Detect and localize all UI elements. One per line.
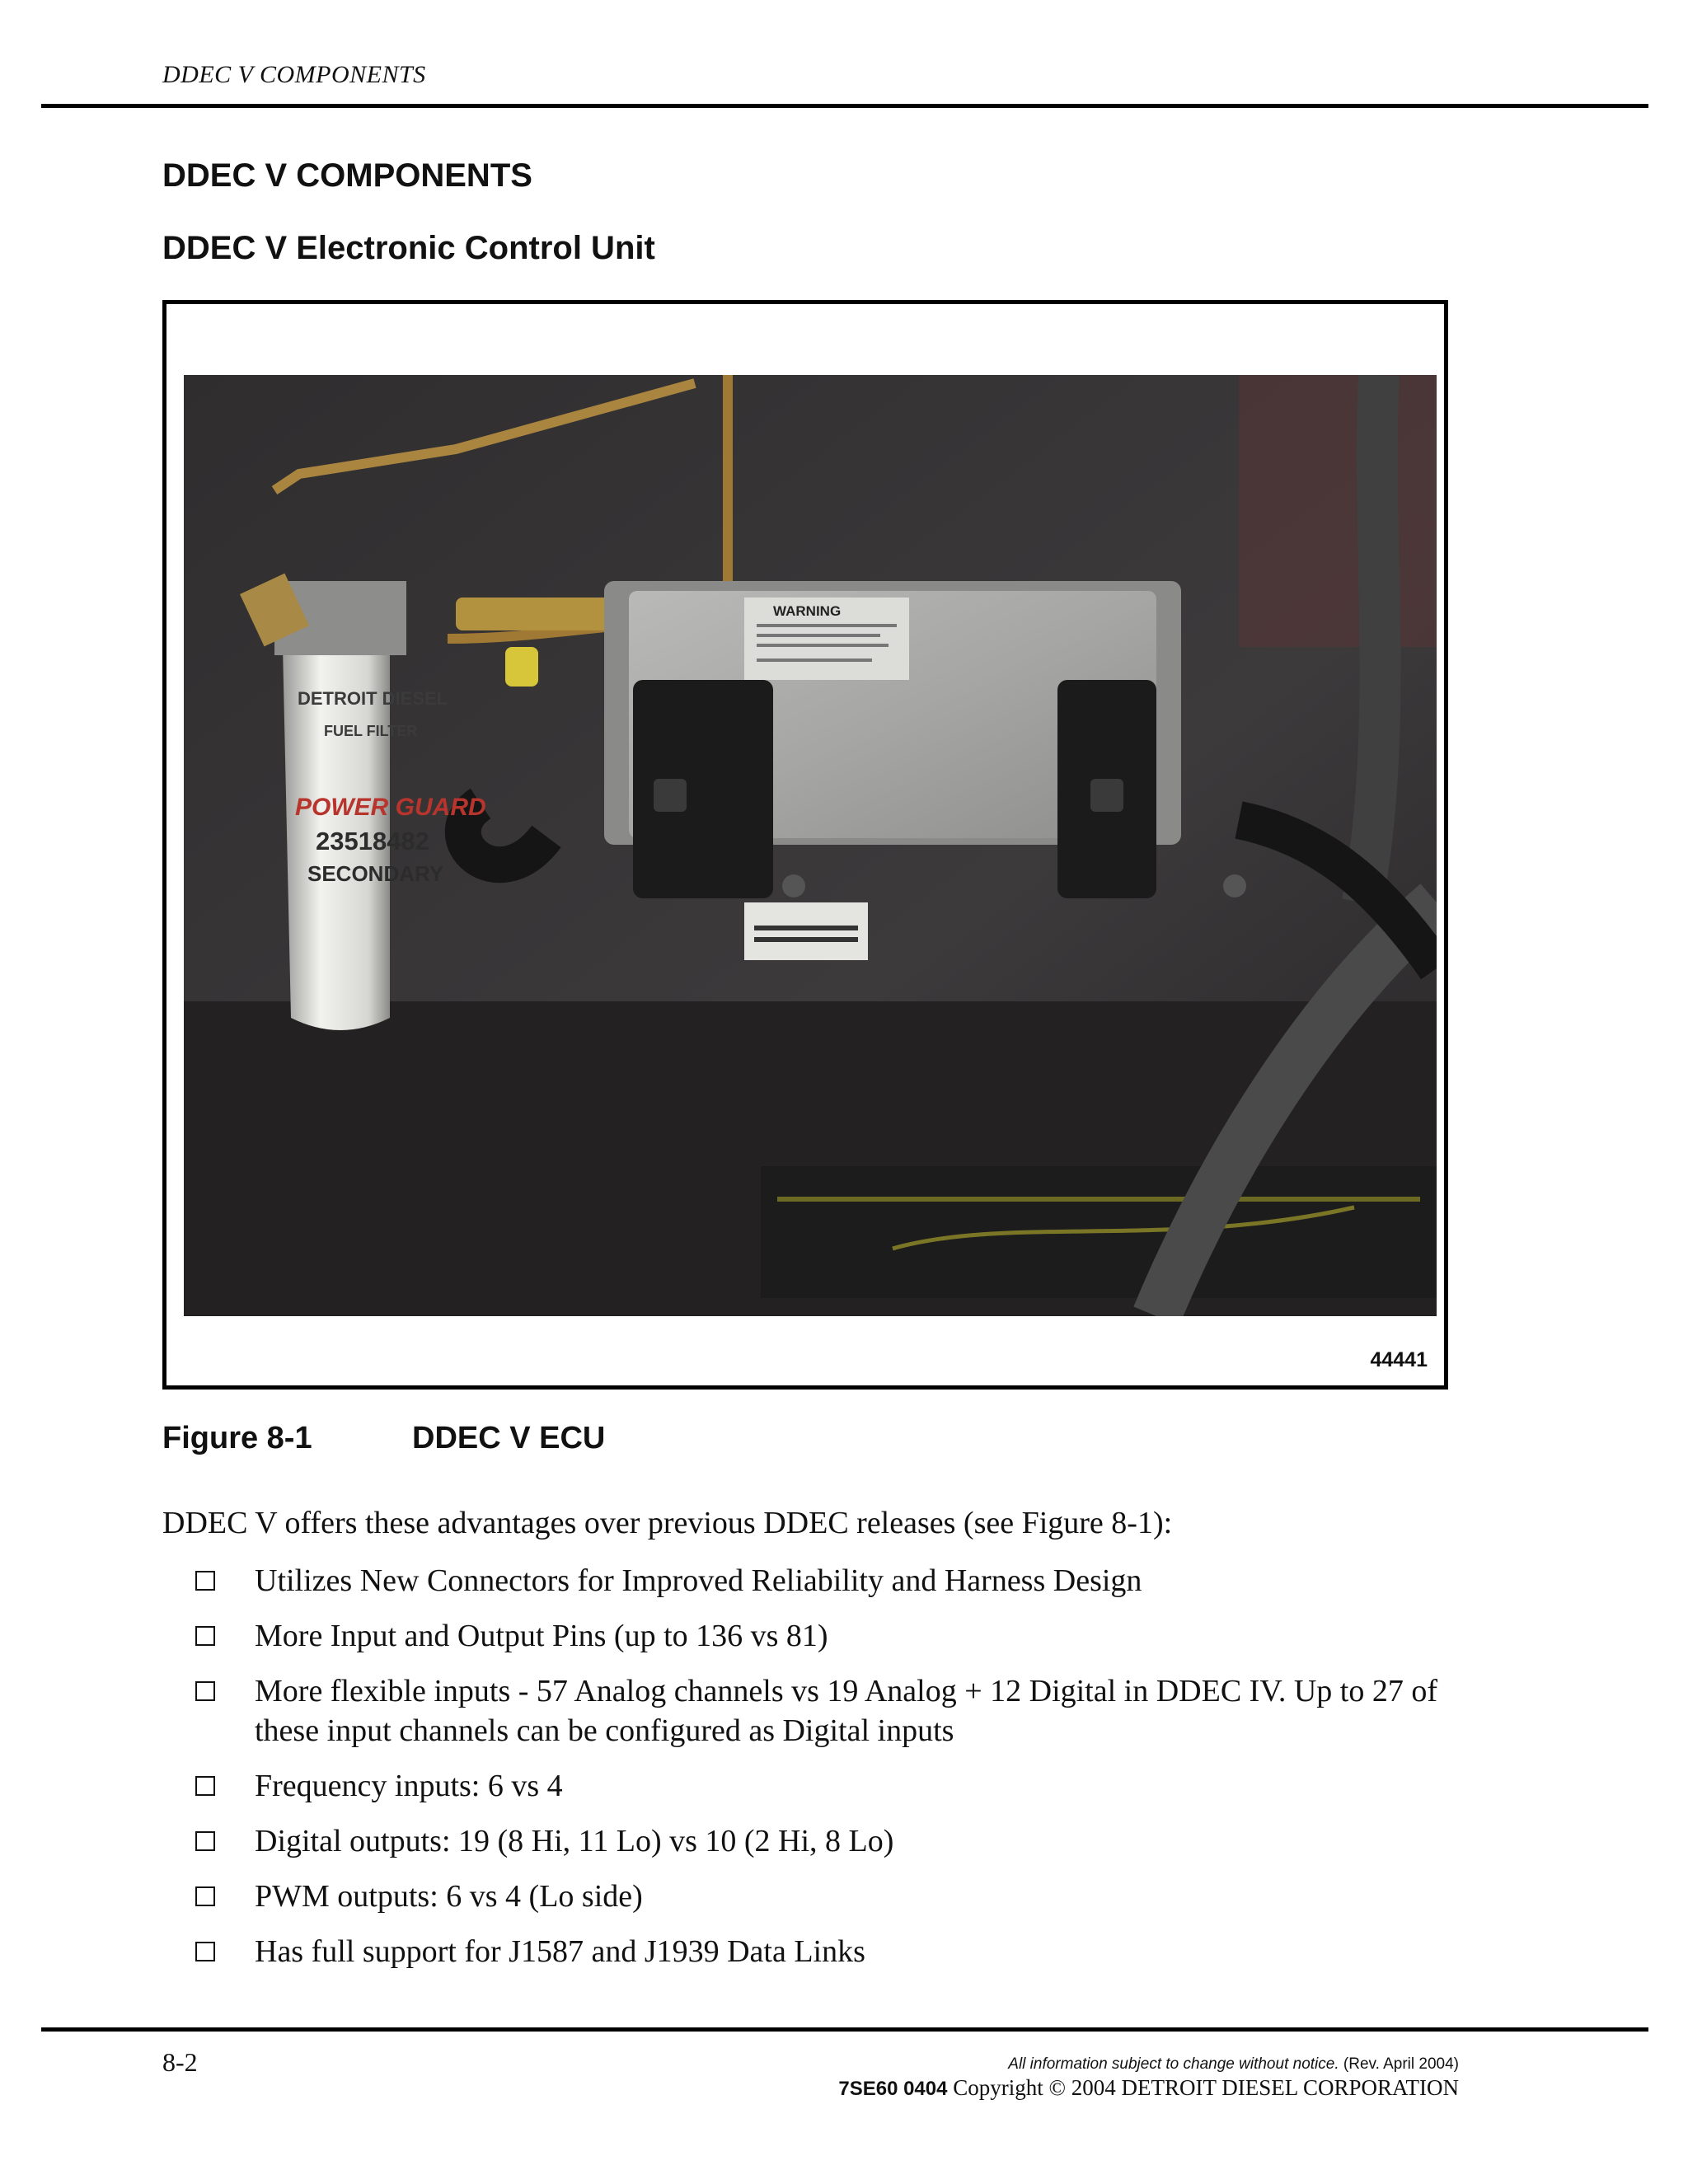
footer-copyright-line	[838, 2075, 1459, 2101]
figure-title: DDEC V ECU	[412, 1421, 606, 1455]
checkbox-bullet-icon	[195, 1886, 215, 1906]
footer-rule	[41, 2027, 1648, 2032]
checkbox-bullet-icon	[195, 1626, 215, 1646]
copyright-text: Copyright © 2004 DETROIT DIESEL CORPORATION	[953, 2075, 1459, 2100]
list-item-text: Has full support for J1587 and J1939 Data Links	[255, 1934, 865, 1969]
ecu-photo	[184, 375, 1437, 1316]
page-number: 8-2	[162, 2047, 198, 2077]
checkbox-bullet-icon	[195, 1831, 215, 1851]
checkbox-bullet-icon	[195, 1571, 215, 1591]
notice-text: All information subject to change without notice.	[1008, 2055, 1339, 2073]
header-rule	[41, 104, 1648, 108]
list-item	[195, 1766, 1481, 1806]
figure-frame	[162, 300, 1448, 1390]
list-item-text: More Input and Output Pins (up to 136 vs 81)	[255, 1619, 828, 1653]
filter-part-number: 23518482	[316, 827, 429, 855]
doc-code: 7SE60 0404	[838, 2078, 948, 2100]
list-item-text: More flexible inputs - 57 Analog channels vs 19 Analog + 12 Digital in DDEC IV. Up to 27 of these input channels can be configured as Digital inputs	[255, 1674, 1438, 1748]
list-item	[195, 1877, 1481, 1916]
list-item	[195, 1616, 1481, 1656]
figure-id: 44441	[1370, 1348, 1428, 1371]
list-item	[195, 1561, 1481, 1601]
checkbox-bullet-icon	[195, 1942, 215, 1961]
list-item	[195, 1932, 1481, 1971]
list-item-text: Utilizes New Connectors for Improved Reliability and Harness Design	[255, 1563, 1142, 1598]
list-item-text: PWM outputs: 6 vs 4 (Lo side)	[255, 1879, 643, 1914]
list-item	[195, 1821, 1481, 1861]
intro-paragraph: DDEC V offers these advantages over previous DDEC releases (see Figure 8-1):	[162, 1506, 1173, 1540]
filter-powerguard-text: POWER GUARD	[295, 794, 486, 821]
checkbox-bullet-icon	[195, 1776, 215, 1796]
running-header: DDEC V COMPONENTS	[162, 61, 426, 88]
figure-number: Figure 8-1	[162, 1421, 312, 1455]
checkbox-bullet-icon	[195, 1681, 215, 1701]
list-item	[195, 1671, 1481, 1750]
warning-label: WARNING	[773, 603, 842, 619]
filter-type-text: FUEL FILTER	[324, 723, 418, 739]
advantages-list	[195, 1561, 1481, 1987]
filter-secondary-text: SECONDARY	[307, 861, 444, 886]
filter-brand-text: DETROIT DIESEL	[298, 688, 448, 709]
list-item-text: Frequency inputs: 6 vs 4	[255, 1769, 563, 1803]
section-title: DDEC V COMPONENTS	[162, 157, 532, 194]
revision-text: (Rev. April 2004)	[1343, 2055, 1459, 2073]
section-subtitle: DDEC V Electronic Control Unit	[162, 230, 655, 266]
footer-notice	[1008, 2055, 1459, 2074]
list-item-text: Digital outputs: 19 (8 Hi, 11 Lo) vs 10 (2 Hi, 8 Lo)	[255, 1824, 894, 1858]
